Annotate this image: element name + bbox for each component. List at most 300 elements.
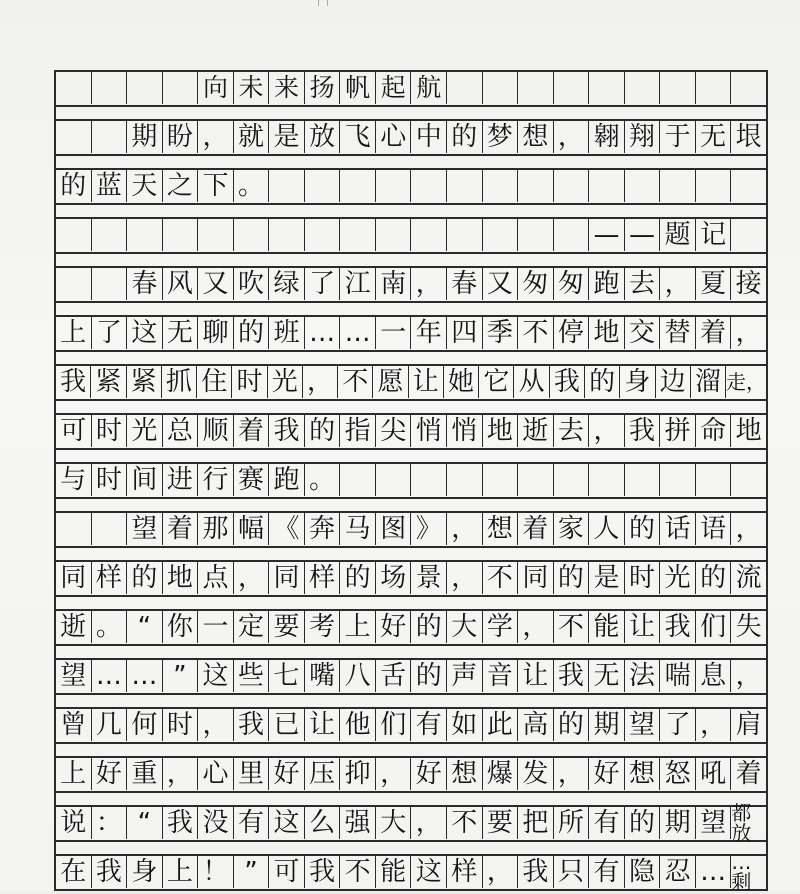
- grid-cell: 让: [409, 365, 444, 398]
- grid-cell: 样: [92, 561, 128, 594]
- grid-cell: ，: [447, 561, 483, 594]
- grid-cell: 的: [127, 561, 163, 594]
- grid-cell: [163, 218, 199, 251]
- grid-cell: 顺: [198, 414, 234, 447]
- grid-cell: [589, 463, 625, 496]
- grid-cell: 好: [376, 610, 412, 643]
- grid-cell: [56, 267, 92, 300]
- grid-cell: 同: [518, 561, 554, 594]
- grid-cell: 没: [198, 806, 234, 839]
- grid-cell: [340, 169, 376, 202]
- grid-cell: 一: [198, 610, 234, 643]
- grid-cell: ”: [163, 659, 199, 692]
- grid-cell: ，: [376, 757, 412, 790]
- grid-cell: 又: [198, 267, 234, 300]
- grid-cell: [518, 169, 554, 202]
- text-row: [56, 266, 766, 303]
- grid-cell: 这: [198, 659, 234, 692]
- grid-cell: 期: [589, 708, 625, 741]
- grid-cell: [447, 218, 483, 251]
- grid-cell: 航: [411, 71, 447, 104]
- grid-cell: [554, 218, 590, 251]
- grid-cell: 命: [696, 414, 732, 447]
- grid-cell: [731, 218, 766, 251]
- grid-cell: [447, 71, 483, 104]
- grid-cell: 这: [269, 806, 305, 839]
- grid-cell: 是: [589, 561, 625, 594]
- grid-cell: [305, 218, 341, 251]
- grid-cell: 上: [340, 610, 376, 643]
- grid-cell: 压: [305, 757, 341, 790]
- manuscript-grid: [54, 70, 768, 894]
- grid-cell: 翔: [625, 120, 661, 153]
- grid-cell: 同: [56, 561, 92, 594]
- grid-cell: “: [127, 610, 163, 643]
- grid-cell: 不: [554, 610, 590, 643]
- text-row: [56, 560, 766, 597]
- grid-cell: [731, 169, 766, 202]
- text-row: [56, 413, 766, 450]
- grid-cell: 于: [660, 120, 696, 153]
- grid-cell: 们: [376, 708, 412, 741]
- grid-cell: 不: [338, 365, 373, 398]
- grid-cell: 着: [735, 758, 762, 789]
- grid-cell: 想: [518, 120, 554, 153]
- grid-cell: 紧: [91, 365, 126, 398]
- grid-cell: [411, 218, 447, 251]
- grid-cell: 间: [127, 463, 163, 496]
- grid-cell: 身: [127, 855, 163, 888]
- grid-cell: 吹: [234, 267, 270, 300]
- grid-cell: 天: [127, 169, 163, 202]
- grid-cell: [92, 267, 128, 300]
- grid-cell: 只: [554, 855, 590, 888]
- grid-cell: 梦: [483, 120, 519, 153]
- grid-cell: 我: [625, 414, 661, 447]
- grid-cell: 紧: [127, 365, 162, 398]
- text-row: [56, 658, 766, 695]
- text-row: [56, 609, 766, 646]
- grid-cell: 样: [305, 561, 341, 594]
- grid-cell: 的: [554, 708, 590, 741]
- grid-cell: 从: [514, 365, 549, 398]
- grid-cell: —: [589, 218, 625, 251]
- grid-cell: 就: [234, 120, 270, 153]
- grid-cell: [660, 463, 696, 496]
- grid-cell: [447, 463, 483, 496]
- grid-cell: 让: [518, 659, 554, 692]
- grid-cell: 地: [735, 415, 762, 446]
- grid-cell: 着: [696, 316, 732, 349]
- grid-cell: 不: [483, 561, 519, 594]
- grid-cell: 那: [198, 512, 234, 545]
- grid-cell: 我: [554, 659, 590, 692]
- grid-cell: 地: [589, 316, 625, 349]
- grid-cell: [483, 218, 519, 251]
- grid-cell: 的: [305, 414, 341, 447]
- grid-cell: 人: [589, 512, 625, 545]
- grid-cell: 身: [620, 365, 655, 398]
- grid-cell: 着: [518, 512, 554, 545]
- grid-cell: 望: [625, 708, 661, 741]
- grid-cell: 有: [411, 708, 447, 741]
- grid-cell: 法: [625, 659, 661, 692]
- paper-binding-mark: [318, 0, 328, 6]
- grid-cell: 我: [163, 806, 199, 839]
- grid-cell: 春: [127, 267, 163, 300]
- grid-cell: 风: [163, 267, 199, 300]
- grid-cell: 指: [340, 414, 376, 447]
- grid-cell: 已: [269, 708, 305, 741]
- grid-cell: 赛: [234, 463, 270, 496]
- grid-cell: 息: [696, 659, 732, 692]
- grid-cell: 不: [518, 316, 554, 349]
- grid-cell: [198, 218, 234, 251]
- grid-cell: 盼: [163, 120, 199, 153]
- grid-cell: 考: [305, 610, 341, 643]
- grid-cell: 的: [56, 169, 92, 202]
- grid-cell: 这: [127, 316, 163, 349]
- grid-cell: 让: [625, 610, 661, 643]
- grid-cell: ，: [589, 414, 625, 447]
- text-row: [56, 707, 766, 744]
- grid-cell: 说: [56, 806, 92, 839]
- grid-cell: [731, 463, 766, 496]
- grid-cell: 光: [268, 365, 303, 398]
- grid-cell: [625, 463, 661, 496]
- grid-cell: 的: [585, 365, 620, 398]
- grid-cell: 是: [269, 120, 305, 153]
- grid-cell: 在: [56, 855, 92, 888]
- grid-cell: 幅: [234, 512, 270, 545]
- grid-cell: 点: [198, 561, 234, 594]
- grid-cell: 》: [411, 512, 447, 545]
- grid-cell: ！: [198, 855, 234, 888]
- grid-cell: ，: [303, 365, 338, 398]
- grid-cell: 一: [376, 316, 412, 349]
- grid-cell: [411, 169, 447, 202]
- grid-cell: 逝: [56, 610, 92, 643]
- grid-cell: 些: [234, 659, 270, 692]
- grid-cell: 之: [163, 169, 199, 202]
- grid-cell: 了: [92, 316, 128, 349]
- grid-cell: 替: [660, 316, 696, 349]
- grid-cell: 春: [447, 267, 483, 300]
- grid-cell: 期: [127, 120, 163, 153]
- grid-cell: [92, 71, 128, 104]
- grid-cell: 所: [554, 806, 590, 839]
- grid-cell: 愿: [373, 365, 408, 398]
- grid-cell: [340, 463, 376, 496]
- grid-cell: [625, 169, 661, 202]
- grid-cell: ，: [483, 855, 519, 888]
- grid-cell: [731, 71, 766, 104]
- grid-cell: 无: [163, 316, 199, 349]
- grid-cell: 溜: [691, 365, 726, 398]
- grid-cell: 可: [269, 855, 305, 888]
- grid-cell: 肩: [735, 709, 762, 740]
- grid-cell: [554, 71, 590, 104]
- grid-cell: 上: [163, 855, 199, 888]
- grid-cell: 行: [198, 463, 234, 496]
- text-row: [56, 756, 766, 793]
- grid-cell: 的: [554, 561, 590, 594]
- grid-cell: 飞: [340, 120, 376, 153]
- grid-cell: 好: [269, 757, 305, 790]
- grid-cell: 嘴: [305, 659, 341, 692]
- grid-cell: 好: [589, 757, 625, 790]
- text-row: [56, 168, 766, 205]
- grid-cell: [589, 169, 625, 202]
- grid-cell: 望: [696, 806, 732, 839]
- grid-cell: 马: [340, 512, 376, 545]
- grid-cell: 下: [198, 169, 234, 202]
- grid-cell: 们: [696, 610, 732, 643]
- grid-cell: 四: [447, 316, 483, 349]
- grid-cell: 住: [197, 365, 232, 398]
- grid-cell: [660, 71, 696, 104]
- grid-cell: 这: [411, 855, 447, 888]
- grid-cell: 景: [411, 561, 447, 594]
- grid-cell: [163, 71, 199, 104]
- grid-cell: 发: [518, 757, 554, 790]
- grid-cell: ，: [234, 561, 270, 594]
- grid-cell: ，: [198, 120, 234, 153]
- grid-cell: 我: [56, 365, 91, 398]
- grid-cell: 几: [92, 708, 128, 741]
- grid-cell: 音: [483, 659, 519, 692]
- grid-cell: 话: [660, 512, 696, 545]
- grid-cell: 垠: [735, 121, 762, 152]
- grid-cell: ，: [198, 708, 234, 741]
- grid-cell: 高: [518, 708, 554, 741]
- grid-cell: 七: [269, 659, 305, 692]
- grid-cell: 曾: [56, 708, 92, 741]
- grid-cell: ，: [735, 660, 762, 691]
- grid-cell: 的: [625, 806, 661, 839]
- grid-cell: 有: [589, 855, 625, 888]
- grid-cell: 期: [660, 806, 696, 839]
- grid-cell: 大: [376, 806, 412, 839]
- grid-cell: …: [696, 855, 732, 888]
- text-row: [56, 849, 766, 894]
- grid-cell: 《: [269, 512, 305, 545]
- grid-cell: [589, 71, 625, 104]
- grid-cell: 吼: [696, 757, 732, 790]
- grid-cell: 。: [92, 610, 128, 643]
- grid-cell: 它: [479, 365, 514, 398]
- grid-cell: ，: [696, 708, 732, 741]
- grid-cell: 跑: [589, 267, 625, 300]
- grid-cell: 有: [234, 806, 270, 839]
- grid-cell: 家: [554, 512, 590, 545]
- text-row: [56, 462, 766, 499]
- grid-cell: 好: [92, 757, 128, 790]
- grid-cell: 去: [554, 414, 590, 447]
- grid-cell: 样: [447, 855, 483, 888]
- grid-cell: ，: [735, 317, 762, 348]
- grid-cell: ，: [554, 757, 590, 790]
- grid-cell: 隐: [625, 855, 661, 888]
- grid-cell: [518, 71, 554, 104]
- grid-cell: 怒: [660, 757, 696, 790]
- grid-cell: [56, 512, 92, 545]
- grid-cell: 南: [376, 267, 412, 300]
- grid-cell: 无: [696, 120, 732, 153]
- grid-cell: 想: [483, 512, 519, 545]
- grid-cell: 匆: [518, 267, 554, 300]
- grid-cell: 可: [56, 414, 92, 447]
- grid-cell: 总: [163, 414, 199, 447]
- grid-cell: 扬: [305, 71, 341, 104]
- grid-cell: 了: [305, 267, 341, 300]
- grid-cell: 场: [376, 561, 412, 594]
- grid-cell: …: [92, 659, 128, 692]
- grid-cell: [127, 218, 163, 251]
- grid-cell: 我: [518, 855, 554, 888]
- grid-cell: 我: [92, 855, 128, 888]
- grid-cell: [56, 120, 92, 153]
- grid-cell: [660, 169, 696, 202]
- grid-cell: [269, 169, 305, 202]
- grid-cell: 重: [127, 757, 163, 790]
- grid-cell: 翱: [589, 120, 625, 153]
- grid-cell: 着: [163, 512, 199, 545]
- grid-cell: 此: [483, 708, 519, 741]
- grid-cell: [696, 463, 732, 496]
- grid-cell: 能: [376, 855, 412, 888]
- grid-cell: [483, 71, 519, 104]
- grid-cell: 悄: [411, 414, 447, 447]
- grid-cell: 不: [340, 855, 376, 888]
- grid-cell: 江: [340, 267, 376, 300]
- grid-cell: ，: [554, 120, 590, 153]
- text-row: [56, 315, 766, 352]
- grid-cell: 好: [411, 757, 447, 790]
- text-row: [56, 800, 766, 845]
- grid-cell: ，: [735, 513, 762, 544]
- grid-cell: 我: [660, 610, 696, 643]
- grid-cell: [554, 463, 590, 496]
- grid-cell: 我: [550, 365, 585, 398]
- grid-cell: …: [127, 659, 163, 692]
- grid-cell: ，: [518, 610, 554, 643]
- grid-cell: 起: [376, 71, 412, 104]
- grid-cell: 何: [127, 708, 163, 741]
- grid-cell: 聊: [198, 316, 234, 349]
- grid-cell: 的: [340, 561, 376, 594]
- grid-cell: ，: [163, 757, 199, 790]
- grid-cell: 奔: [305, 512, 341, 545]
- grid-cell: 年: [411, 316, 447, 349]
- grid-cell: 又: [483, 267, 519, 300]
- grid-cell: 忍: [660, 855, 696, 888]
- grid-cell: 流: [735, 562, 762, 593]
- grid-cell: 记: [696, 218, 732, 251]
- grid-cell: 与: [56, 463, 92, 496]
- grid-cell: 抑: [340, 757, 376, 790]
- grid-cell: 接: [735, 268, 762, 299]
- grid-cell: 上: [56, 757, 92, 790]
- grid-cell: 班: [269, 316, 305, 349]
- grid-cell: 时: [625, 561, 661, 594]
- text-row: [56, 364, 766, 401]
- grid-cell: ：: [92, 806, 128, 839]
- grid-cell: [411, 463, 447, 496]
- grid-cell: ，: [660, 267, 696, 300]
- grid-cell: 逝: [518, 414, 554, 447]
- grid-cell: 定: [234, 610, 270, 643]
- grid-cell: 要: [269, 610, 305, 643]
- grid-cell: ，: [411, 806, 447, 839]
- grid-cell: 要: [483, 806, 519, 839]
- grid-cell: 向: [198, 71, 234, 104]
- grid-cell: 我: [269, 414, 305, 447]
- grid-cell: 望: [56, 659, 92, 692]
- grid-cell: 题: [660, 218, 696, 251]
- title-row: [56, 70, 766, 107]
- grid-cell: [625, 71, 661, 104]
- grid-cell: 放: [305, 120, 341, 153]
- grid-cell: 强: [340, 806, 376, 839]
- grid-cell: 尖: [376, 414, 412, 447]
- grid-cell: 心: [198, 757, 234, 790]
- grid-cell: 我: [305, 855, 341, 888]
- grid-cell: [127, 71, 163, 104]
- grid-cell: 着: [234, 414, 270, 447]
- grid-cell: 声: [447, 659, 483, 692]
- grid-cell: 时: [92, 463, 128, 496]
- grid-cell: “: [127, 806, 163, 839]
- grid-cell: [696, 169, 732, 202]
- grid-cell: 去: [625, 267, 661, 300]
- grid-cell: 的: [411, 659, 447, 692]
- grid-cell: 地: [483, 414, 519, 447]
- grid-cell: 匆: [554, 267, 590, 300]
- grid-cell: 大: [447, 610, 483, 643]
- grid-cell: 八: [340, 659, 376, 692]
- grid-cell: 绿: [269, 267, 305, 300]
- grid-cell: [696, 71, 732, 104]
- grid-cell: …: [340, 316, 376, 349]
- grid-cell: 了: [660, 708, 696, 741]
- grid-cell: [483, 463, 519, 496]
- grid-cell: 走，: [726, 369, 767, 394]
- text-row: [56, 119, 766, 156]
- grid-cell: 时: [163, 708, 199, 741]
- grid-cell: ”: [234, 855, 270, 888]
- grid-cell: [376, 218, 412, 251]
- grid-cell: [56, 218, 92, 251]
- grid-cell: [92, 512, 128, 545]
- grid-cell: 想: [625, 757, 661, 790]
- grid-cell: 语: [696, 512, 732, 545]
- grid-cell: 让: [305, 708, 341, 741]
- text-row: [56, 217, 766, 254]
- grid-cell: 的: [411, 610, 447, 643]
- grid-cell: 的: [234, 316, 270, 349]
- grid-cell: 。: [234, 169, 270, 202]
- grid-cell: 抓: [162, 365, 197, 398]
- grid-cell: ，: [411, 267, 447, 300]
- grid-cell: [92, 120, 128, 153]
- grid-cell: [56, 71, 92, 104]
- grid-cell: [518, 218, 554, 251]
- grid-cell: 想: [447, 757, 483, 790]
- grid-cell: 交: [625, 316, 661, 349]
- grid-cell: 时: [92, 414, 128, 447]
- grid-cell: 喘: [660, 659, 696, 692]
